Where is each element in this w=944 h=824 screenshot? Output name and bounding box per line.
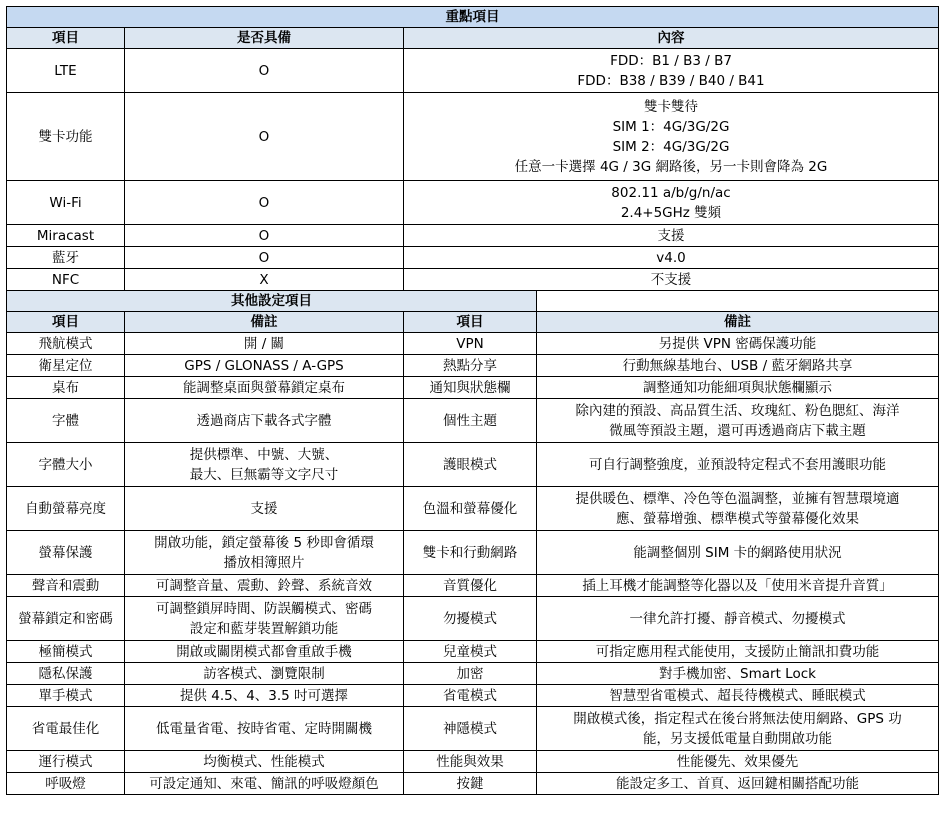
table-row [7,225,939,247]
top-title-row [7,7,939,28]
setting-note-cell [537,377,939,399]
setting-note-cell-line: 可自行調整強度，並預設特定程式不套用護眼功能 [589,456,886,473]
has-cell: X [125,269,404,291]
setting-note-cell-line: 支援 [250,500,278,517]
setting-note-cell [537,663,939,685]
setting-note-cell [125,531,404,575]
setting-name-cell: 通知與狀態欄 [404,377,537,399]
setting-note-cell-line: 可設定通知、來電、簡訊的呼吸燈顏色 [149,775,379,792]
setting-note-cell-line: 可調整鎖屏時間、防誤觸模式、密碼 [156,600,372,617]
setting-name-cell: 音質優化 [404,575,537,597]
setting-note-cell [537,641,939,663]
table-row [7,707,939,751]
table-row [7,685,939,707]
setting-note-cell [125,575,404,597]
setting-name-cell: 呼吸燈 [7,773,125,795]
setting-note-cell-line: 能設定多工、首頁、返回鍵相關搭配功能 [616,775,859,792]
content-cell [404,247,939,269]
setting-note-cell-line: 一律允許打擾、靜音模式、勿擾模式 [629,610,846,627]
bottom-header-0: 項目 [7,312,125,333]
content-cell-line: 雙卡雙待 [644,98,698,115]
setting-note-cell-line: 能調整個別 SIM 卡的網路使用狀況 [633,544,842,561]
content-cell-line: 支援 [657,227,685,244]
table-row [7,575,939,597]
setting-name-cell: 衛星定位 [7,355,125,377]
blank-cell [537,291,939,312]
bottom-section-title: 其他設定項目 [7,291,537,312]
header-item: 項目 [7,28,125,49]
setting-name-cell: 護眼模式 [404,443,537,487]
setting-name-cell: 運行模式 [7,751,125,773]
header-content: 內容 [404,28,939,49]
table-row [7,531,939,575]
setting-note-cell-line: 除內建的預設、高品質生活、玫瑰紅、粉色腮紅、海洋 [575,402,900,419]
table-row [7,399,939,443]
setting-note-cell-line: 開啟或關閉模式都會重啟手機 [176,643,352,660]
table-row [7,247,939,269]
table-row [7,93,939,181]
setting-note-cell [537,597,939,641]
table-row [7,641,939,663]
setting-note-cell-line: 均衡模式、性能模式 [203,753,325,770]
setting-note-cell [537,707,939,751]
table-row [7,443,939,487]
content-cell-line: SIM 1：4G/3G/2G [612,118,730,135]
setting-name-cell: 個性主題 [404,399,537,443]
table-row [7,181,939,225]
spec-table-body [7,7,939,795]
content-cell-line: 802.11 a/b/g/n/ac [611,184,731,201]
table-row [7,377,939,399]
table-row [7,751,939,773]
content-cell-line: v4.0 [656,249,686,266]
setting-note-cell [537,333,939,355]
has-cell: O [125,49,404,93]
setting-note-cell [537,443,939,487]
content-cell [404,93,939,181]
content-cell [404,225,939,247]
setting-name-cell: 熱點分享 [404,355,537,377]
setting-note-cell-line: 插上耳機才能調整等化器以及「使用米音提升音質」 [582,577,893,594]
setting-name-cell: 性能與效果 [404,751,537,773]
item-cell: LTE [7,49,125,93]
table-row [7,269,939,291]
setting-note-cell [125,707,404,751]
setting-name-cell: 神隱模式 [404,707,537,751]
setting-note-cell-line: 提供 4.5、4、3.5 吋可選擇 [179,687,349,704]
setting-note-cell-line: 設定和藍芽裝置解鎖功能 [189,620,339,637]
setting-note-cell-line: 智慧型省電模式、超長待機模式、睡眠模式 [609,687,866,704]
setting-name-cell: 加密 [404,663,537,685]
content-cell [404,269,939,291]
setting-note-cell-line: 最大、巨無霸等文字尺寸 [189,466,339,483]
setting-name-cell: 桌布 [7,377,125,399]
setting-note-cell [125,685,404,707]
setting-note-cell-line: 低電量省電、按時省電、定時開關機 [156,720,372,737]
setting-note-cell-line: GPS / GLONASS / A-GPS [184,357,344,374]
setting-note-cell-line: 開啟模式後，指定程式在後台將無法使用網路、GPS 功 [573,710,902,727]
header-has: 是否具備 [125,28,404,49]
setting-note-cell [125,355,404,377]
item-cell: 雙卡功能 [7,93,125,181]
setting-note-cell-line: 透過商店下載各式字體 [196,412,332,429]
spec-table [6,6,939,795]
content-cell-line: SIM 2：4G/3G/2G [612,138,730,155]
table-row [7,355,939,377]
setting-note-cell [125,663,404,685]
setting-note-cell-line: 提供標準、中號、大號、 [189,446,339,463]
setting-name-cell: 自動螢幕亮度 [7,487,125,531]
setting-note-cell-line: 開啟功能，鎖定螢幕後 5 秒即會循環 [154,534,374,551]
content-cell [404,49,939,93]
setting-note-cell-line: 調整通知功能細項與狀態欄顯示 [643,379,832,396]
has-cell: O [125,93,404,181]
setting-name-cell: 雙卡和行動網路 [404,531,537,575]
setting-note-cell [537,355,939,377]
setting-name-cell: VPN [404,333,537,355]
setting-note-cell [537,399,939,443]
setting-name-cell: 單手模式 [7,685,125,707]
setting-note-cell-line: 可調整音量、震動、鈴聲、系統音效 [156,577,372,594]
bottom-title-row [7,291,939,312]
setting-name-cell: 字體大小 [7,443,125,487]
setting-note-cell [125,443,404,487]
top-header-row [7,28,939,49]
table-row [7,333,939,355]
table-row [7,663,939,685]
setting-note-cell-line: 提供暖色、標準、冷色等色溫調整，並擁有智慧環境適 [575,490,900,507]
setting-note-cell-line: 性能優先、效果優先 [676,753,799,770]
setting-name-cell: 隱私保護 [7,663,125,685]
item-cell: Wi-Fi [7,181,125,225]
setting-note-cell [125,333,404,355]
setting-name-cell: 螢幕保護 [7,531,125,575]
setting-note-cell-line: 播放相簿照片 [223,554,305,571]
item-cell: Miracast [7,225,125,247]
setting-note-cell [125,751,404,773]
setting-note-cell-line: 微風等預設主題，還可再透過商店下載主題 [609,422,866,439]
content-cell [404,181,939,225]
setting-note-cell [125,377,404,399]
content-cell-line: 2.4+5GHz 雙頻 [620,204,722,221]
table-row [7,487,939,531]
has-cell: O [125,225,404,247]
setting-note-cell [125,399,404,443]
setting-note-cell [537,487,939,531]
setting-note-cell-line: 能調整桌面與螢幕鎖定桌布 [183,379,345,396]
setting-note-cell [537,773,939,795]
spec-sheet [6,6,938,795]
top-section-title: 重點項目 [7,7,939,28]
has-cell: O [125,181,404,225]
bottom-header-1: 備註 [125,312,404,333]
content-cell-line: FDD：B38 / B39 / B40 / B41 [577,72,765,89]
setting-note-cell [537,575,939,597]
bottom-header-2: 項目 [404,312,537,333]
setting-note-cell-line: 行動無線基地台、USB / 藍牙網路共享 [622,357,853,374]
setting-note-cell [125,773,404,795]
setting-note-cell [125,487,404,531]
setting-name-cell: 色溫和螢幕優化 [404,487,537,531]
content-cell-line: FDD：B1 / B3 / B7 [610,52,732,69]
content-cell-line: 任意一卡選擇 4G / 3G 網路後，另一卡則會降為 2G [514,158,828,175]
setting-note-cell-line: 可指定應用程式能使用，支援防止簡訊扣費功能 [595,643,880,660]
setting-note-cell-line: 開 / 關 [243,335,285,352]
setting-note-cell [125,641,404,663]
setting-name-cell: 字體 [7,399,125,443]
item-cell: 藍牙 [7,247,125,269]
setting-name-cell: 螢幕鎖定和密碼 [7,597,125,641]
setting-note-cell-line: 另提供 VPN 密碼保護功能 [658,335,817,352]
setting-note-cell [125,597,404,641]
setting-note-cell-line: 對手機加密、Smart Lock [659,665,816,682]
setting-note-cell-line: 能，另支援低電量自動開啟功能 [643,730,832,747]
item-cell: NFC [7,269,125,291]
setting-note-cell-line: 訪客模式、瀏覽限制 [203,665,325,682]
bottom-header-3: 備註 [537,312,939,333]
bottom-header-row [7,312,939,333]
setting-note-cell [537,685,939,707]
table-row [7,49,939,93]
setting-note-cell-line: 應、螢幕增強、標準模式等螢幕優化效果 [616,510,859,527]
setting-name-cell: 聲音和震動 [7,575,125,597]
content-cell-line: 不支援 [650,271,692,288]
table-row [7,597,939,641]
setting-name-cell: 省電最佳化 [7,707,125,751]
setting-name-cell: 按鍵 [404,773,537,795]
setting-name-cell: 勿擾模式 [404,597,537,641]
setting-note-cell [537,751,939,773]
setting-name-cell: 省電模式 [404,685,537,707]
has-cell: O [125,247,404,269]
setting-name-cell: 兒童模式 [404,641,537,663]
setting-note-cell [537,531,939,575]
setting-name-cell: 飛航模式 [7,333,125,355]
setting-name-cell: 極簡模式 [7,641,125,663]
table-row [7,773,939,795]
